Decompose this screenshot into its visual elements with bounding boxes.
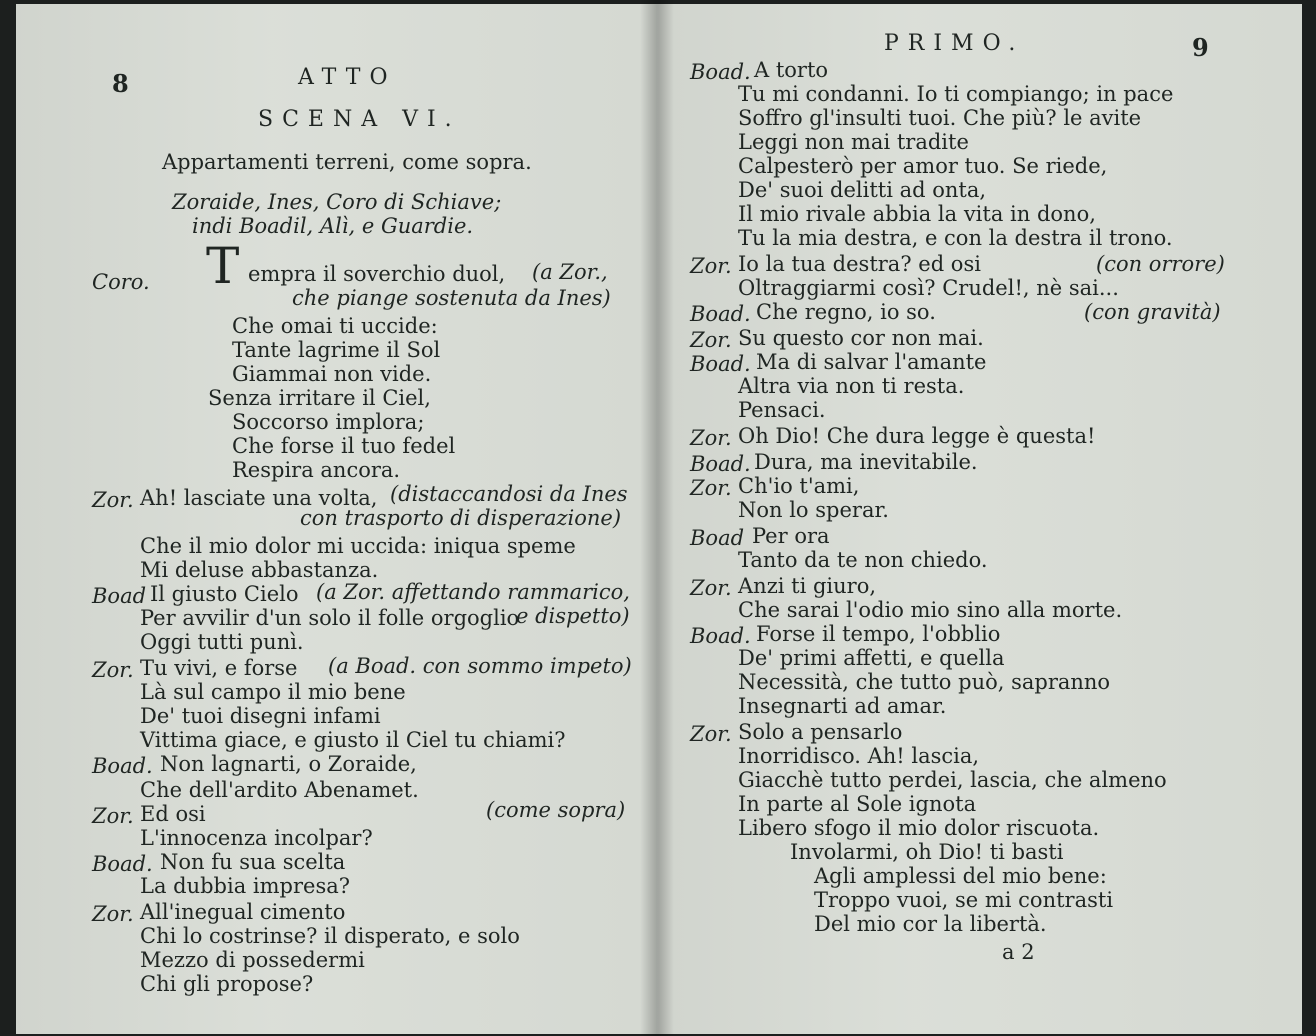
speaker-label: Zor.: [690, 476, 732, 500]
verse-line: Non lo sperar.: [738, 498, 889, 522]
stage-direction: (con gravità): [1084, 300, 1221, 324]
verse-line: Libero sfogo il mio dolor riscuota.: [738, 816, 1100, 840]
verse-line: Agli amplessi del mio bene:: [814, 864, 1107, 888]
stage-direction: che piange sostenuta da Ines): [292, 286, 611, 310]
verse-line: Forse il tempo, l'obblio: [756, 622, 1001, 646]
verse-line: Che il mio dolor mi uccida: iniqua speme: [140, 534, 576, 558]
speaker-label: Zor.: [92, 658, 134, 682]
verse-line: Senza irritare il Ciel,: [208, 386, 431, 410]
speaker-label: Zor.: [690, 576, 732, 600]
verse-line: Tu la mia destra, e con la destra il trono.: [738, 226, 1173, 250]
speaker-label: Boad: [690, 526, 745, 550]
verse-line: All'inegual cimento: [140, 900, 346, 924]
verse-line: Oh Dio! Che dura legge è questa!: [738, 424, 1096, 448]
speaker-label: Boad.: [690, 302, 751, 326]
page-number: 8: [112, 69, 129, 98]
verse-line: Per ora: [752, 524, 830, 548]
verse-line: Tu mi condanni. Io ti compiango; in pace: [738, 82, 1174, 106]
verse-line: Io la tua destra? ed osi: [738, 252, 981, 276]
running-head: PRIMO.: [884, 31, 1025, 56]
scene-setting: Appartamenti terreni, come sopra.: [162, 150, 532, 174]
speaker-label: Zor.: [690, 328, 732, 352]
verse-line: Mezzo di possedermi: [140, 948, 365, 972]
drop-cap: T: [206, 237, 240, 295]
speaker-label: Boad.: [92, 852, 153, 876]
verse-line: Troppo vuoi, se mi contrasti: [814, 888, 1114, 912]
verse-line: Che dell'ardito Abenamet.: [140, 778, 419, 802]
verse-line: Ed osi: [140, 802, 206, 826]
verse-line: Vittima giace, e giusto il Ciel tu chiami?: [140, 728, 566, 752]
right-page: [656, 4, 1302, 1034]
running-head: ATTO: [298, 65, 397, 90]
verse-line: Non lagnarti, o Zoraide,: [160, 752, 417, 776]
speaker-label: Zor.: [690, 722, 732, 746]
speaker-label: Boad.: [690, 624, 751, 648]
verse-line: L'innocenza incolpar?: [140, 826, 373, 850]
verse-line: Del mio cor la libertà.: [814, 912, 1047, 936]
verse-line: Anzi ti giuro,: [738, 574, 877, 598]
signature-mark: a 2: [1002, 940, 1035, 964]
stage-direction: (a Zor.,: [532, 260, 608, 284]
speaker-label: Zor.: [92, 804, 134, 828]
speaker-label: Boad.: [690, 452, 751, 476]
verse-line: Ah! lasciate una volta,: [140, 486, 378, 510]
verse-line: Oggi tutti punì.: [140, 630, 304, 654]
speaker-label: Boad.: [690, 352, 751, 376]
verse-line: Che sarai l'odio mio sino alla morte.: [738, 598, 1123, 622]
verse-line: Leggi non mai tradite: [738, 130, 969, 154]
stage-direction: (a Boad. con sommo impeto): [328, 654, 632, 678]
verse-line: Insegnarti ad amar.: [738, 694, 947, 718]
page-number: 9: [1192, 33, 1209, 62]
verse-line: Ch'io t'ami,: [738, 474, 860, 498]
left-page: [16, 4, 656, 1034]
speaker-label: Boad.: [92, 754, 153, 778]
verse-line: A torto: [754, 58, 829, 82]
verse-line: Là sul campo il mio bene: [140, 680, 406, 704]
stage-direction: (a Zor. affettando rammarico,: [316, 580, 630, 604]
verse-line: Soccorso implora;: [232, 410, 425, 434]
verse-line: Non fu sua scelta: [160, 850, 346, 874]
verse-line: Respira ancora.: [232, 458, 401, 482]
verse-line: De' suoi delitti ad onta,: [738, 178, 987, 202]
verse-line: Tanto da te non chiedo.: [738, 548, 988, 572]
verse-line: Soffro gl'insulti tuoi. Che più? le avite: [738, 106, 1142, 130]
verse-line: Calpesterò per amor tuo. Se riede,: [738, 154, 1108, 178]
verse-line: Giammai non vide.: [232, 362, 432, 386]
verse-line: Tante lagrime il Sol: [232, 338, 441, 362]
verse-line: Dura, ma inevitabile.: [754, 450, 978, 474]
verse-line: Mi deluse abbastanza.: [140, 558, 379, 582]
verse-line: Il mio rivale abbia la vita in dono,: [738, 202, 1096, 226]
verse-line: Necessità, che tutto può, sapranno: [738, 670, 1111, 694]
verse-line: Giacchè tutto perdei, lascia, che almeno: [738, 768, 1167, 792]
speaker-label: Boad: [92, 584, 147, 608]
stage-direction: e dispetto): [516, 604, 630, 628]
verse-line: In parte al Sole ignota: [738, 792, 977, 816]
verse-line: Chi gli propose?: [140, 972, 314, 996]
verse-line: De' tuoi disegni infami: [140, 704, 381, 728]
book-gutter: [640, 0, 674, 1036]
verse-line: Oltraggiarmi così? Crudel!, nè sai...: [738, 276, 1119, 300]
speaker-label: Zor.: [92, 902, 134, 926]
speaker-label: Coro.: [92, 270, 150, 294]
speaker-label: Boad.: [690, 60, 751, 84]
verse-line: Inorridisco. Ah! lascia,: [738, 744, 980, 768]
stage-direction: (come sopra): [486, 798, 626, 822]
verse-line: Il giusto Cielo: [150, 582, 299, 606]
verse-line: Che forse il tuo fedel: [232, 434, 456, 458]
verse-line: De' primi affetti, e quella: [738, 646, 1005, 670]
verse-line: empra il soverchio duol,: [248, 262, 506, 286]
verse-line: Involarmi, oh Dio! ti basti: [790, 840, 1064, 864]
cast-list: Zoraide, Ines, Coro di Schiave;: [172, 190, 502, 214]
verse-line: Che regno, io so.: [756, 300, 936, 324]
verse-line: Che omai ti uccide:: [232, 314, 438, 338]
verse-line: Solo a pensarlo: [738, 720, 903, 744]
stage-direction: (distaccandosi da Ines: [390, 482, 628, 506]
speaker-label: Zor.: [690, 254, 732, 278]
speaker-label: Zor.: [92, 488, 134, 512]
verse-line: Per avvilir d'un solo il folle orgoglio: [140, 606, 520, 630]
verse-line: Ma di salvar l'amante: [756, 350, 987, 374]
scene-title: SCENA VI.: [258, 107, 461, 132]
verse-line: Altra via non ti resta.: [738, 374, 965, 398]
verse-line: Su questo cor non mai.: [738, 326, 984, 350]
verse-line: Pensaci.: [738, 398, 826, 422]
cast-list: indi Boadil, Alì, e Guardie.: [192, 214, 474, 238]
speaker-label: Zor.: [690, 426, 732, 450]
verse-line: Tu vivi, e forse: [140, 656, 298, 680]
verse-line: Chi lo costrinse? il disperato, e solo: [140, 924, 520, 948]
verse-line: La dubbia impresa?: [140, 874, 350, 898]
stage-direction: (con orrore): [1096, 252, 1225, 276]
stage-direction: con trasporto di disperazione): [300, 506, 622, 530]
